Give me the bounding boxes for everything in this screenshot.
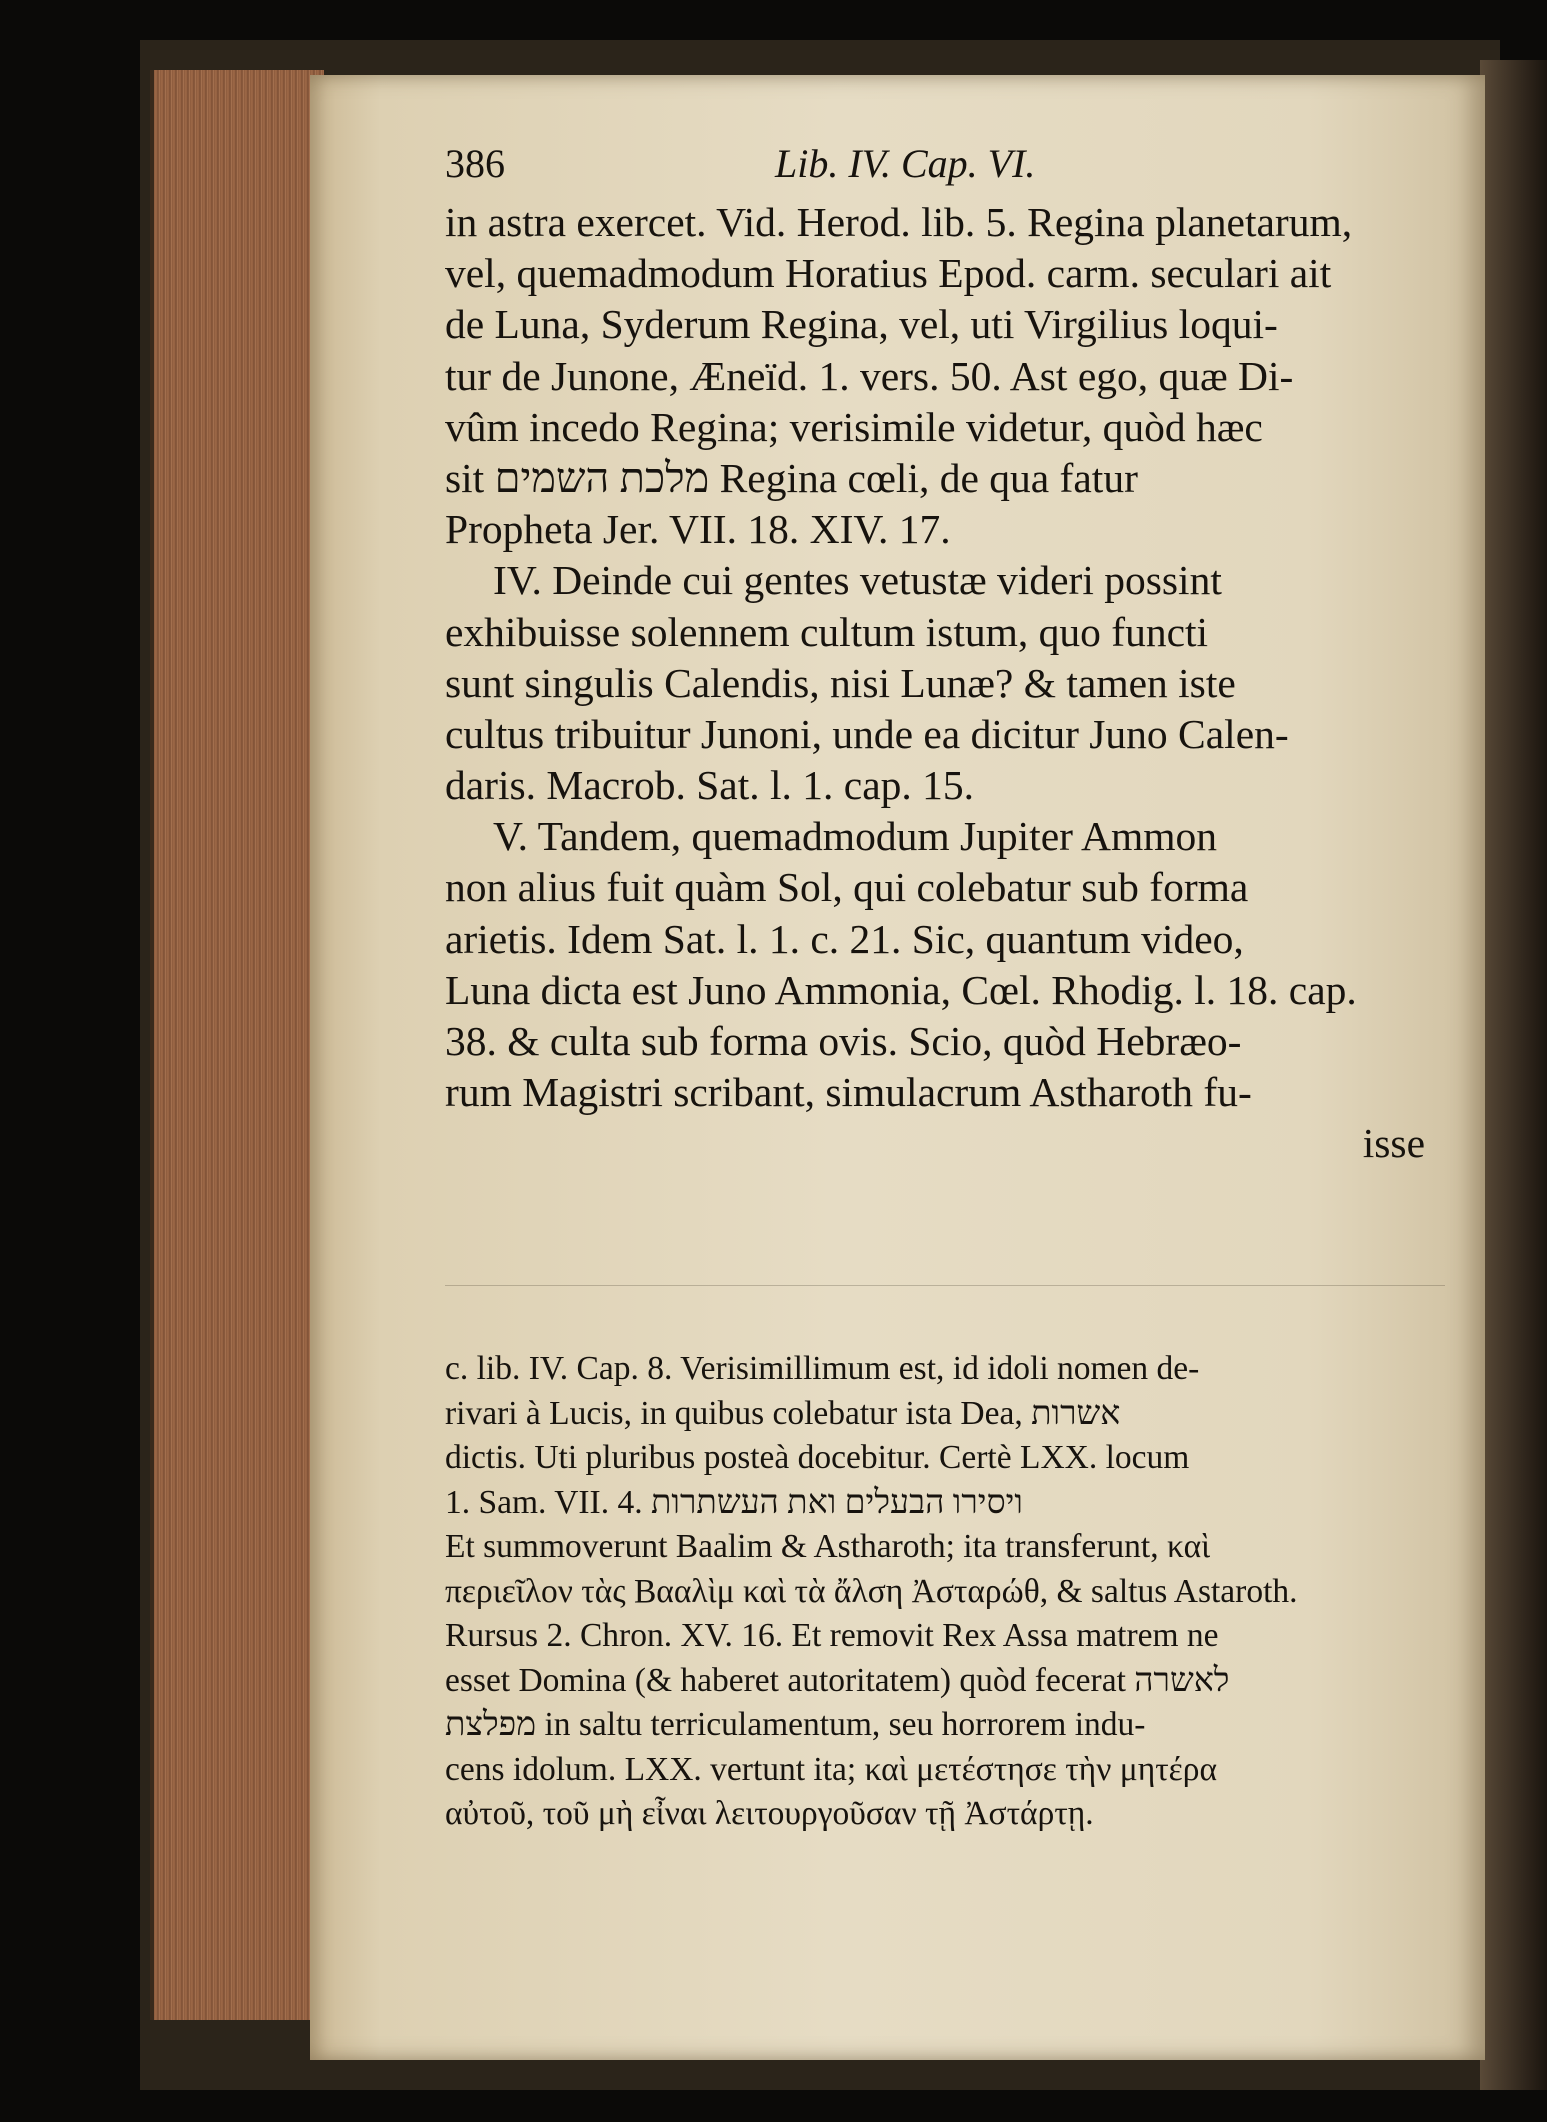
text-line: de Luna, Syderum Regina, vel, uti Virgilius loqui- <box>445 301 1278 348</box>
gutter-shadow <box>1480 60 1547 2090</box>
text-line: Propheta Jer. VII. 18. XIV. 17. <box>445 506 951 553</box>
page-number: 386 <box>445 141 505 186</box>
footnote-line: Rursus 2. Chron. XV. 16. Et removit Rex Assa matrem ne <box>445 1617 1219 1654</box>
footnote-line: cens idolum. LXX. vertunt ita; καὶ μετέστησε τὴν μητέρα <box>445 1750 1218 1788</box>
footnote-block <box>445 1347 1445 1837</box>
footnote-divider <box>445 1285 1445 1286</box>
text-line: in astra exercet. Vid. Herod. lib. 5. Regina planetarum, <box>445 199 1353 245</box>
text-line: daris. Macrob. Sat. l. 1. cap. 15. <box>445 762 975 809</box>
text-line: vel, quemadmodum Horatius Epod. carm. seculari ait <box>445 250 1332 297</box>
page-header <box>445 140 1445 200</box>
footnote-line: Et summoverunt Baalim & Astharoth; ita transferunt, καὶ <box>445 1528 1211 1565</box>
text-line: cultus tribuitur Junoni, unde ea dicitur Juno Calen- <box>445 710 1289 757</box>
footnote-line: מפלצת in saltu terriculamentum, seu horrorem indu- <box>445 1706 1146 1743</box>
footnote-line: dictis. Uti pluribus posteà docebitur. Certè LXX. locum <box>445 1439 1190 1476</box>
text-line: 38. & culta sub forma ovis. Scio, quòd Hebræo- <box>445 1018 1242 1064</box>
text-line: IV. Deinde cui gentes vetustæ videri possint <box>493 557 1222 604</box>
text-line: sit מלכת השמים Regina cœli, de qua fatur <box>445 454 1138 501</box>
footnote-line: c. lib. IV. Cap. 8. Verisimillimum est, id idoli nomen de- <box>445 1350 1200 1387</box>
footnote-line: αὐτοῦ, τοῦ μὴ εἶναι λειτουργοῦσαν τῇ Ἀστάρτῃ. <box>445 1795 1094 1832</box>
main-text <box>445 197 1445 1170</box>
footnote-line: esset Domina (& haberet autoritatem) quòd fecerat לאשרה <box>445 1661 1230 1699</box>
text-line: vûm incedo Regina; verisimile videtur, quòd hæc <box>445 403 1263 450</box>
footnote-line: rivari à Lucis, in quibus colebatur ista Dea, אשרות <box>445 1394 1121 1432</box>
text-line: arietis. Idem Sat. l. 1. c. 21. Sic, quantum video, <box>445 915 1244 962</box>
catchword: isse <box>1362 1120 1425 1167</box>
text-line: non alius fuit quàm Sol, qui colebatur sub forma <box>445 864 1249 911</box>
text-line: Luna dicta est Juno Ammonia, Cœl. Rhodig. l. 18. cap. <box>445 966 1357 1013</box>
footnote-line: περιεῖλον τὰς Βααλὶμ καὶ τὰ ἄλση Ἀσταρώθ, & saltus Astaroth. <box>445 1572 1298 1610</box>
book-page <box>310 75 1485 2060</box>
running-head: Lib. IV. Cap. VI. <box>775 141 1036 186</box>
page-edges <box>150 70 324 2020</box>
text-line: rum Magistri scribant, simulacrum Astharoth fu- <box>445 1069 1252 1116</box>
text-line: tur de Junone, Æneïd. 1. vers. 50. Ast ego, quæ Di- <box>445 352 1294 399</box>
footnote-line: 1. Sam. VII. 4. ויסירו הבעלים ואת העשתרות <box>445 1483 1023 1521</box>
text-line: V. Tandem, quemadmodum Jupiter Ammon <box>493 813 1218 860</box>
text-line: sunt singulis Calendis, nisi Lunæ? & tamen iste <box>445 659 1236 706</box>
text-line: exhibuisse solennem cultum istum, quo functi <box>445 608 1209 655</box>
